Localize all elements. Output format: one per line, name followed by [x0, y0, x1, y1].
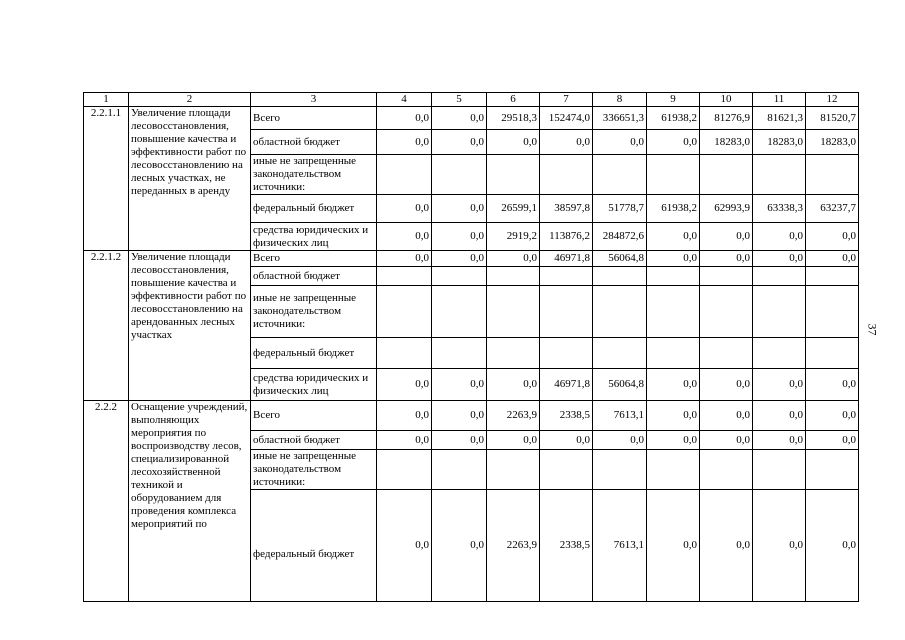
- header-cell: 4: [377, 93, 432, 107]
- table-row: [84, 401, 859, 431]
- funding-source-label: федеральный бюджет: [251, 338, 377, 369]
- value-cell: 0,0: [806, 369, 859, 401]
- value-cell: [806, 286, 859, 338]
- value-cell: 0,0: [377, 130, 432, 155]
- value-cell: 18283,0: [806, 130, 859, 155]
- value-cell: [593, 286, 647, 338]
- funding-source-label: средства юридических и физических лиц: [251, 369, 377, 401]
- value-cell: 0,0: [700, 251, 753, 267]
- value-cell: [540, 450, 593, 490]
- funding-source-label: иные не запрещенные законодательством источники:: [251, 450, 377, 490]
- value-cell: [377, 450, 432, 490]
- budget-table: [83, 92, 859, 602]
- value-cell: 81276,9: [700, 107, 753, 130]
- value-cell: [806, 155, 859, 195]
- page-number: 37: [865, 323, 880, 336]
- value-cell: [700, 286, 753, 338]
- funding-source-label: Всего: [251, 107, 377, 130]
- value-cell: 0,0: [647, 490, 700, 602]
- value-cell: 336651,3: [593, 107, 647, 130]
- header-cell: 6: [487, 93, 540, 107]
- value-cell: [647, 338, 700, 369]
- value-cell: 0,0: [377, 490, 432, 602]
- value-cell: 0,0: [540, 130, 593, 155]
- funding-source-label: Всего: [251, 401, 377, 431]
- value-cell: [540, 267, 593, 286]
- value-cell: [487, 267, 540, 286]
- value-cell: [647, 155, 700, 195]
- value-cell: 0,0: [647, 251, 700, 267]
- header-cell: 7: [540, 93, 593, 107]
- value-cell: 0,0: [377, 223, 432, 251]
- value-cell: 0,0: [432, 223, 487, 251]
- value-cell: 0,0: [806, 431, 859, 450]
- value-cell: 61938,2: [647, 107, 700, 130]
- value-cell: 0,0: [647, 431, 700, 450]
- value-cell: 0,0: [647, 223, 700, 251]
- value-cell: 81621,3: [753, 107, 806, 130]
- header-cell: 8: [593, 93, 647, 107]
- value-cell: 0,0: [753, 369, 806, 401]
- value-cell: 284872,6: [593, 223, 647, 251]
- value-cell: [540, 286, 593, 338]
- value-cell: 0,0: [593, 431, 647, 450]
- value-cell: 56064,8: [593, 369, 647, 401]
- funding-source-label: областной бюджет: [251, 130, 377, 155]
- funding-source-label: федеральный бюджет: [251, 490, 377, 602]
- header-cell: 1: [84, 93, 129, 107]
- value-cell: 2919,2: [487, 223, 540, 251]
- value-cell: 0,0: [432, 431, 487, 450]
- value-cell: 0,0: [377, 195, 432, 223]
- value-cell: [593, 267, 647, 286]
- value-cell: 0,0: [753, 490, 806, 602]
- value-cell: 2263,9: [487, 401, 540, 431]
- value-cell: 0,0: [432, 107, 487, 130]
- value-cell: 63237,7: [806, 195, 859, 223]
- value-cell: 7613,1: [593, 401, 647, 431]
- funding-source-label: областной бюджет: [251, 267, 377, 286]
- value-cell: [593, 155, 647, 195]
- value-cell: [377, 286, 432, 338]
- funding-source-label: иные не запрещенные законодательством источники:: [251, 155, 377, 195]
- value-cell: [806, 338, 859, 369]
- item-name: Оснащение учреждений, выполняющих мероприятия по воспроизводству лесов, специализированной лесохозяйственной техникой и оборудованием для проведения комплекса мероприятий по: [129, 401, 251, 602]
- value-cell: 0,0: [753, 401, 806, 431]
- value-cell: 0,0: [647, 401, 700, 431]
- value-cell: [593, 450, 647, 490]
- value-cell: 0,0: [377, 107, 432, 130]
- value-cell: 0,0: [377, 369, 432, 401]
- value-cell: 62993,9: [700, 195, 753, 223]
- value-cell: [432, 286, 487, 338]
- value-cell: 0,0: [432, 130, 487, 155]
- value-cell: 0,0: [540, 431, 593, 450]
- value-cell: 113876,2: [540, 223, 593, 251]
- value-cell: 152474,0: [540, 107, 593, 130]
- value-cell: 0,0: [432, 490, 487, 602]
- value-cell: [700, 338, 753, 369]
- funding-source-label: средства юридических и физических лиц: [251, 223, 377, 251]
- value-cell: 46971,8: [540, 369, 593, 401]
- value-cell: 0,0: [432, 401, 487, 431]
- funding-source-label: областной бюджет: [251, 431, 377, 450]
- value-cell: 0,0: [487, 431, 540, 450]
- value-cell: 29518,3: [487, 107, 540, 130]
- value-cell: 0,0: [700, 223, 753, 251]
- value-cell: 38597,8: [540, 195, 593, 223]
- value-cell: 0,0: [806, 490, 859, 602]
- value-cell: 7613,1: [593, 490, 647, 602]
- value-cell: 0,0: [593, 130, 647, 155]
- header-cell: 2: [129, 93, 251, 107]
- value-cell: [432, 155, 487, 195]
- value-cell: [540, 155, 593, 195]
- value-cell: 0,0: [647, 369, 700, 401]
- item-code: 2.2.1.1: [84, 107, 129, 251]
- value-cell: [377, 267, 432, 286]
- header-cell: 10: [700, 93, 753, 107]
- value-cell: 0,0: [806, 223, 859, 251]
- funding-source-label: федеральный бюджет: [251, 195, 377, 223]
- value-cell: 51778,7: [593, 195, 647, 223]
- value-cell: 26599,1: [487, 195, 540, 223]
- value-cell: [700, 155, 753, 195]
- item-name: Увеличение площади лесовосстановления, повышение качества и эффективности работ по лесовосстановлению на арендованных лесных участках: [129, 251, 251, 401]
- value-cell: [753, 450, 806, 490]
- value-cell: [377, 338, 432, 369]
- value-cell: 0,0: [432, 251, 487, 267]
- value-cell: 2338,5: [540, 490, 593, 602]
- value-cell: 0,0: [700, 401, 753, 431]
- value-cell: 0,0: [806, 401, 859, 431]
- value-cell: [753, 286, 806, 338]
- value-cell: [432, 338, 487, 369]
- table-row: [84, 251, 859, 267]
- value-cell: 0,0: [487, 130, 540, 155]
- header-cell: 12: [806, 93, 859, 107]
- value-cell: 2263,9: [487, 490, 540, 602]
- value-cell: [432, 267, 487, 286]
- value-cell: 0,0: [487, 251, 540, 267]
- value-cell: 0,0: [377, 251, 432, 267]
- header-cell: 3: [251, 93, 377, 107]
- value-cell: [806, 267, 859, 286]
- value-cell: 0,0: [753, 431, 806, 450]
- item-name: Увеличение площади лесовосстановления, повышение качества и эффективности работ по лесовосстановлению на лесных участках, не переданных в аренду: [129, 107, 251, 251]
- value-cell: [806, 450, 859, 490]
- value-cell: 46971,8: [540, 251, 593, 267]
- value-cell: [700, 450, 753, 490]
- value-cell: 2338,5: [540, 401, 593, 431]
- value-cell: [700, 267, 753, 286]
- value-cell: [432, 450, 487, 490]
- value-cell: 0,0: [700, 431, 753, 450]
- value-cell: [487, 286, 540, 338]
- value-cell: [753, 267, 806, 286]
- value-cell: 0,0: [432, 369, 487, 401]
- value-cell: 0,0: [377, 401, 432, 431]
- value-cell: 0,0: [377, 431, 432, 450]
- funding-source-label: иные не запрещенные законодательством источники:: [251, 286, 377, 338]
- value-cell: [753, 338, 806, 369]
- value-cell: 56064,8: [593, 251, 647, 267]
- value-cell: [487, 155, 540, 195]
- value-cell: 0,0: [753, 223, 806, 251]
- value-cell: 61938,2: [647, 195, 700, 223]
- value-cell: 0,0: [700, 369, 753, 401]
- value-cell: [753, 155, 806, 195]
- header-cell: 5: [432, 93, 487, 107]
- value-cell: 0,0: [647, 130, 700, 155]
- value-cell: [487, 450, 540, 490]
- value-cell: 81520,7: [806, 107, 859, 130]
- value-cell: [377, 155, 432, 195]
- value-cell: 0,0: [700, 490, 753, 602]
- value-cell: [647, 450, 700, 490]
- value-cell: [540, 338, 593, 369]
- header-cell: 9: [647, 93, 700, 107]
- value-cell: 0,0: [806, 251, 859, 267]
- funding-source-label: Всего: [251, 251, 377, 267]
- value-cell: 0,0: [432, 195, 487, 223]
- value-cell: 0,0: [753, 251, 806, 267]
- value-cell: [593, 338, 647, 369]
- table-row: [84, 107, 859, 130]
- header-row: [84, 93, 859, 107]
- value-cell: 0,0: [487, 369, 540, 401]
- header-cell: 11: [753, 93, 806, 107]
- value-cell: [647, 267, 700, 286]
- item-code: 2.2.1.2: [84, 251, 129, 401]
- value-cell: 63338,3: [753, 195, 806, 223]
- value-cell: [647, 286, 700, 338]
- value-cell: [487, 338, 540, 369]
- item-code: 2.2.2: [84, 401, 129, 602]
- value-cell: 18283,0: [753, 130, 806, 155]
- value-cell: 18283,0: [700, 130, 753, 155]
